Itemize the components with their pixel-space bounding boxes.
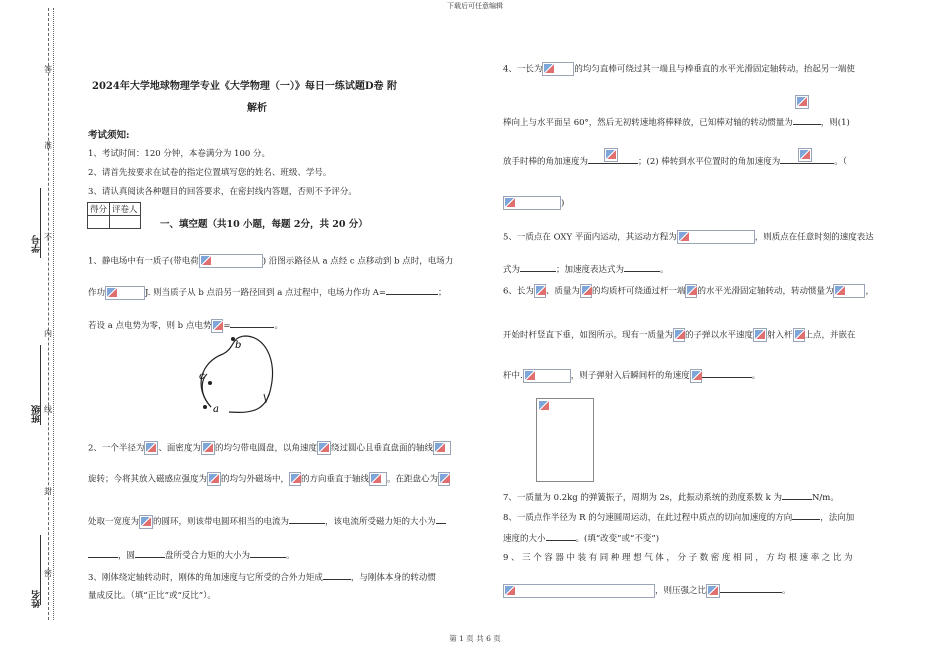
q2-axis-image: [433, 441, 451, 455]
q2-line1: 2、一个半径为 、面密度为 的均匀带电圆盘，以角速度 绕过圆心且垂直盘面的轴线: [88, 441, 451, 455]
q6-figure-image: [538, 400, 550, 412]
q4-note-image: [503, 196, 561, 210]
q9-pressure-image: [706, 584, 720, 598]
q4-line2: 棒向上与水平面呈 60°，然后无初转速地将棒释放，已知棒对轴的转动惯量为 ，则(1): [503, 115, 850, 128]
q4-line1: 4、一长为 的均匀直棒可绕过其一端且与棒垂直的水平光滑固定轴转动。抬起另一端使: [503, 62, 855, 76]
q1-potential-image: [211, 319, 223, 333]
q2-omega-image: [317, 441, 331, 455]
q2-B-dir-image: [289, 472, 301, 486]
q4-inertia-image: [795, 95, 809, 109]
score-table-col2: 评卷人: [110, 203, 141, 216]
q2-density-image: [201, 441, 215, 455]
notice-heading: 考试须知:: [88, 130, 130, 141]
q2-blank-torque-b[interactable]: [88, 548, 118, 558]
q4-blank-alpha2[interactable]: [780, 154, 834, 164]
q6-figure: [536, 398, 594, 482]
q2-axis2-image: [369, 472, 387, 486]
q9-blank-pressure[interactable]: [720, 583, 782, 593]
q2-radius-image: [144, 441, 158, 455]
q4-alpha1-image: [604, 148, 618, 162]
exam-title-line1: 2024年大学地球物理学专业《大学物理（一）》每日一练试题D卷 附: [92, 81, 397, 92]
q1-blank-A[interactable]: [386, 285, 438, 295]
q1-line2: 作功 J. 则当质子从 b 点沿另一路径回到 a 点过程中，电场力作功 A= ；: [88, 285, 446, 300]
q4-alpha2-image: [798, 148, 812, 162]
binding-dot-line: [53, 8, 54, 620]
q6-M-image: [580, 284, 592, 298]
score-cell[interactable]: [88, 216, 110, 229]
class-label: 班级: [32, 405, 42, 423]
q9-line2: ，则压强之比 。: [503, 583, 791, 598]
q1-line3: 若设 a 点电势为零，则 b 点电势 = 。: [88, 318, 283, 333]
q6-omega-image: [690, 369, 702, 383]
q6-blank-omega[interactable]: [702, 368, 752, 378]
q6-line2: 开始时杆竖直下垂，如图所示。现有一质量为 的子弹以水平速度 射入杆 上点，并嵌在: [503, 328, 856, 342]
q3-line2: 量成反比。（填“正比”或“反比”）。: [88, 591, 216, 601]
margin-char-3: 不: [44, 233, 52, 242]
page-footer: 第 1 页 共 6 页: [449, 634, 501, 643]
q2-r-image: [438, 472, 450, 486]
margin-char-4: 内: [44, 329, 52, 338]
score-table: [87, 202, 141, 229]
q6-inertia-image: [833, 284, 865, 298]
q6-v-image: [753, 328, 767, 342]
q1-path-figure: [193, 332, 283, 424]
notice-item-3: 3、请认真阅读各种题目的回答要求，在密封线内答题，否则不予评分。: [88, 187, 357, 197]
q1-charge-image: [199, 254, 263, 268]
q5-line2: 式为 ；加速度表达式为 。: [503, 262, 669, 275]
q2-blank-torque-a[interactable]: [436, 514, 446, 524]
q8-line2: 速度的大小 。(填“改变”或“不变”): [503, 531, 659, 544]
margin-char-5: 线: [44, 405, 52, 414]
q6-line1: 6、长为 、质量为 的均质杆可绕通过杆一端 的水平光滑固定轴转动，转动惯量为 ，: [503, 284, 874, 298]
q8-blank-tangential[interactable]: [792, 510, 820, 520]
q6-m-image: [673, 328, 685, 342]
q1-point-c: [208, 381, 212, 385]
q2-blank-disc[interactable]: [135, 548, 165, 558]
q6-condition-image: [523, 369, 571, 383]
q2-blank-current[interactable]: [289, 514, 325, 524]
q2-dr-image: [139, 515, 153, 529]
q4-inertia-box: [793, 115, 821, 125]
q4-length-image: [542, 62, 574, 76]
q6-O-image: [685, 284, 697, 298]
student-id-label: 学号: [32, 235, 42, 253]
q1-label-a: a: [213, 404, 219, 415]
q4-line4: ): [503, 196, 564, 210]
q8-blank-normal[interactable]: [546, 531, 576, 541]
margin-char-2: 准: [44, 141, 52, 150]
q2-line3: 处取一宽度为 的圆环，则该带电圆环相当的电流为 ，该电流所受磁力矩的大小为: [88, 514, 446, 529]
q5-equation-image: [677, 230, 755, 244]
top-note: 下载后可任意编辑: [447, 2, 503, 10]
score-table-col1: 得分: [88, 203, 110, 216]
grader-cell[interactable]: [110, 216, 141, 229]
margin-char-1: 答: [44, 65, 52, 74]
notice-item-2: 2、请首先按要求在试卷的指定位置填写您的姓名、班级、学号。: [88, 168, 332, 178]
q6-l-image: [534, 284, 546, 298]
q1-line1: 1、静电场中有一质子(带电荷 ) 沿图示路径从 a 点经 c 点移动到 b 点时，电场力: [88, 254, 453, 268]
q1-point-a: [203, 405, 207, 409]
binding-dash-line: [48, 8, 49, 620]
q1-label-b: b: [235, 340, 242, 351]
q8-line1: 8、一质点作半径为 R 的匀速圆周运动，在此过程中质点的切向加速度的方向 ，法向加: [503, 510, 854, 523]
margin-char-6: 封: [44, 487, 52, 496]
q5-blank-acceleration[interactable]: [624, 262, 660, 272]
q5-blank-velocity[interactable]: [520, 262, 556, 272]
q9-line1: 9、三个容器中装有同种理想气体，分子数密度相同，方均根速率之比为: [503, 553, 856, 563]
section-title: 一、填空题（共10 小题，每题 2分，共 20 分）: [160, 219, 368, 230]
q6-line3: 杆中. ，则子弹射入后瞬间杆的角速度 。: [503, 368, 760, 383]
notice-item-1: 1、考试时间：120 分钟，本卷满分为 100 分。: [88, 149, 270, 159]
q1-label-c: c: [199, 371, 205, 382]
q1-work-image: [105, 286, 145, 300]
name-label: 姓名: [32, 590, 42, 608]
q2-line2: 旋转；今将其放入磁感应强度为 的均匀外磁场中， 的方向垂直于轴线 。在距盘心为: [88, 472, 450, 486]
q1-blank-Ub[interactable]: [230, 318, 274, 328]
q5-line1: 5、一质点在 OXY 平面内运动，其运动方程为 ，则质点在任意时刻的速度表达: [503, 230, 874, 244]
q2-blank-total-torque[interactable]: [250, 548, 286, 558]
margin-char-7: 密: [44, 569, 52, 578]
q9-ratio-image: [503, 584, 655, 598]
q4-line3: 放手时棒的角加速度为 ；(2) 棒转到水平位置时的角加速度为 。（: [503, 154, 847, 167]
q7-blank-k[interactable]: [782, 490, 812, 500]
q4-blank-alpha1[interactable]: [588, 154, 638, 164]
q6-A-image: [793, 328, 805, 342]
exam-title-line2: 解析: [247, 103, 267, 114]
q2-line4: ，圆 盘所受合力矩的大小为 。: [88, 548, 295, 561]
q7-line: 7、一质量为 0.2kg 的弹簧振子，周期为 2s，此振动系统的劲度系数 k 为 N/m。: [503, 490, 839, 503]
q2-B-image: [207, 472, 221, 486]
q3-blank[interactable]: [323, 570, 351, 580]
q3-line1: 3、刚体绕定轴转动时，刚体的角加速度与它所受的合外力矩成 ，与刚体本身的转动惯: [88, 570, 436, 583]
